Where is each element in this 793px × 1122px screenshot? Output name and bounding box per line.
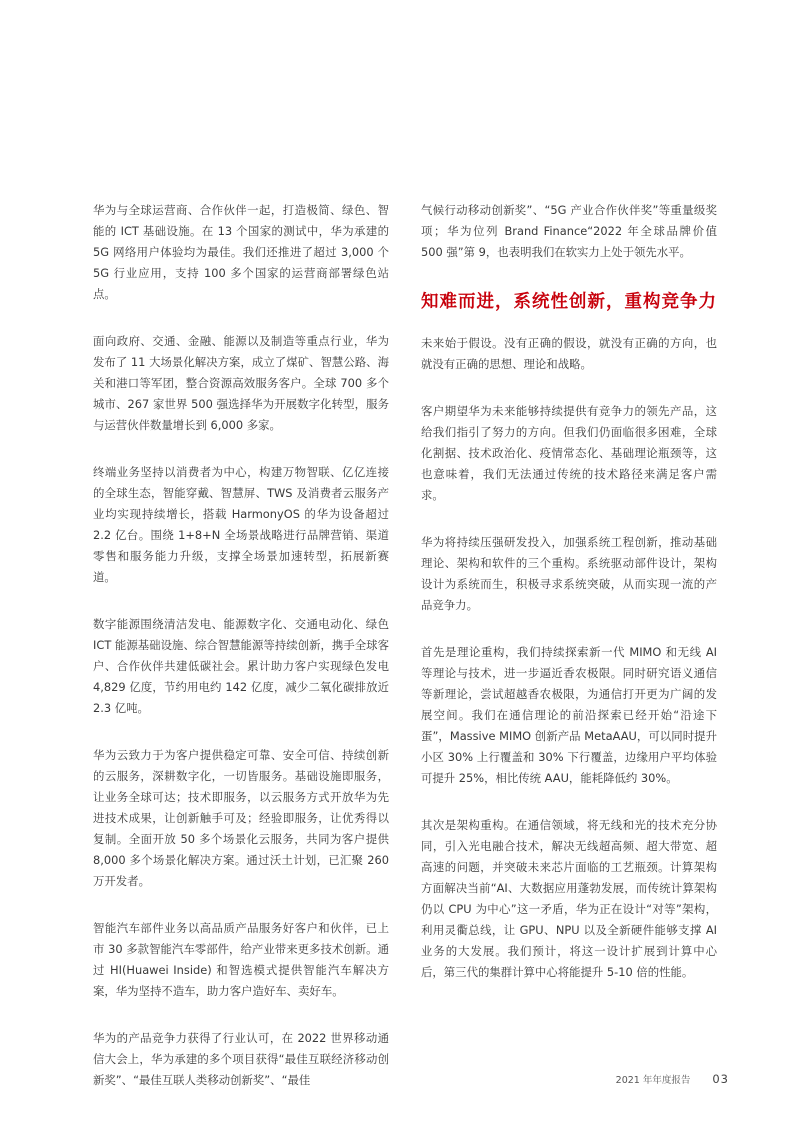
paragraph-huawei-cloud: 华为云致力于为客户提供稳定可靠、安全可信、持续创新的云服务，深耕数字化，一切皆服务。基础设施即服务，让业务全球可达；技术即服务，以云服务方式开放华为先进技术成果，让创新触手可及；经验即服务，让优秀得以复制。全面开放 50 多个场景化云服务，共同为客户提供 8,000 多个场景化解决方案。通过沃土计划，已汇聚 260 万开发者。 (93, 748, 389, 888)
paragraph-consumer-business: 终端业务坚持以消费者为中心，构建万物智联、亿亿连接的全球生态，智能穿戴、智慧屏、TWS 及消费者云服务产业均实现持续增长，搭载 HarmonyOS 的华为设备超过 2.2 亿台。围绕 1+8+N 全场景战略进行品牌营销、渠道零售和服务能力升级，支撑全场景加速转型，拓展新赛道。 (93, 465, 389, 584)
paragraph-digital-power: 数字能源围绕清洁发电、能源数字化、交通电动化、绿色 ICT 能源基础设施、综合智慧能源等持续创新，携手全球客户、合作伙伴共建低碳社会。累计助力客户实现绿色发电 4,829 亿度，节约用电约 142 亿度，减少二氧化碳排放近 2.3 亿吨。 (93, 617, 389, 715)
paragraph-theory-restructure: 首先是理论重构，我们持续探索新一代 MIMO 和无线 AI 等理论与技术，进一步逼近香农极限。同时研究语义通信等新理论，尝试超越香农极限，为通信打开更为广阔的发展空间。我们在通信理论的前沿探索已经开始“沿途下蛋”，Massive MIMO 创新产品 MetaAAU，可以同时提升小区 30% 上行覆盖和 30% 下行覆盖，边缘用户平均体验可提升 25%，相比传统 AAU，能耗降低约 30%。 (421, 645, 717, 785)
paragraph-enterprise-business: 面向政府、交通、金融、能源以及制造等重点行业，华为发布了 11 大场景化解决方案，成立了煤矿、智慧公路、海关和港口等军团，整合资源高效服务客户。全球 700 多个城市、267 家世界 500 强选择华为开展数字化转型，服务与运营伙伴数量增长到 6,000 多家。 (93, 334, 389, 432)
paragraph-intelligent-automotive: 智能汽车部件业务以高品质产品服务好客户和伙伴，已上市 30 多款智能汽车零部件，给产业带来更多技术创新。通过 HI(Huawei Inside) 和智选模式提供智能汽车解决方案，华为坚持不造车，助力客户造好车、卖好车。 (93, 921, 389, 998)
paragraph-hypothesis: 未来始于假设。没有正确的假设，就没有正确的方向，也就没有正确的思想、理论和战略。 (421, 336, 717, 371)
paragraph-rd-investment: 华为将持续压强研发投入，加强系统工程创新，推动基础理论、架构和软件的三个重构。系统驱动部件设计，架构设计为系统而生，积极寻求系统突破，从而实现一流的产品竞争力。 (421, 535, 717, 612)
right-column (421, 200, 717, 1009)
paragraph-carrier-business: 华为与全球运营商、合作伙伴一起，打造极简、绿色、智能的 ICT 基础设施。在 13 个国家的测试中，华为承建的 5G 网络用户体验均为最佳。我们还推进了超过 3,000 个 5G 行业应用，支持 100 多个国家的运营商部署绿色站点。 (93, 203, 389, 301)
page-number: 03 (712, 1072, 729, 1086)
paragraph-architecture-restructure: 其次是架构重构。在通信领域，将无线和光的技术充分协同，引入光电融合技术，解决无线超高频、超大带宽、超高速的问题，并突破未来芯片面临的工艺瓶颈。计算架构方面解决当前“AI、大数据应用蓬勃发展，而传统计算架构仍以 CPU 为中心”这一矛盾，华为正在设计“对等”架构，利用灵衢总线，让 GPU、NPU 以及全新硬件能够支撑 AI 业务的大发展。我们预计，将这一设计扩展到计算中心后，第三代的集群计算中心将能提升 5-10 倍的性能。 (421, 818, 717, 979)
page-footer (616, 1070, 729, 1088)
left-column (93, 200, 389, 1117)
paragraph-customer-expectations: 客户期望华为未来能够持续提供有竞争力的领先产品，这给我们指引了努力的方向。但我们仍面临很多困难，全球化割据、技术政治化、疫情常态化、基础理论瓶颈等，这也意味着，我们无法通过传统的技术路径来满足客户需求。 (421, 404, 717, 502)
section-heading: 知难而进，系统性创新，重构竞争力 (421, 292, 717, 312)
paragraph-awards-continued: 气候行动移动创新奖”、“5G 产业合作伙伴奖”等重量级奖项；华为位列 Brand Finance“2022 年全球品牌价值 500 强”第 9，也表明我们在软实力上处于领先水平。 (421, 203, 717, 259)
report-title: 2021 年年度报告 (615, 1075, 691, 1086)
paragraph-industry-recognition: 华为的产品竞争力获得了行业认可，在 2022 世界移动通信大会上，华为承建的多个项目获得“最佳互联经济移动创新奖”、“最佳互联人类移动创新奖”、“最佳 (93, 1031, 389, 1087)
